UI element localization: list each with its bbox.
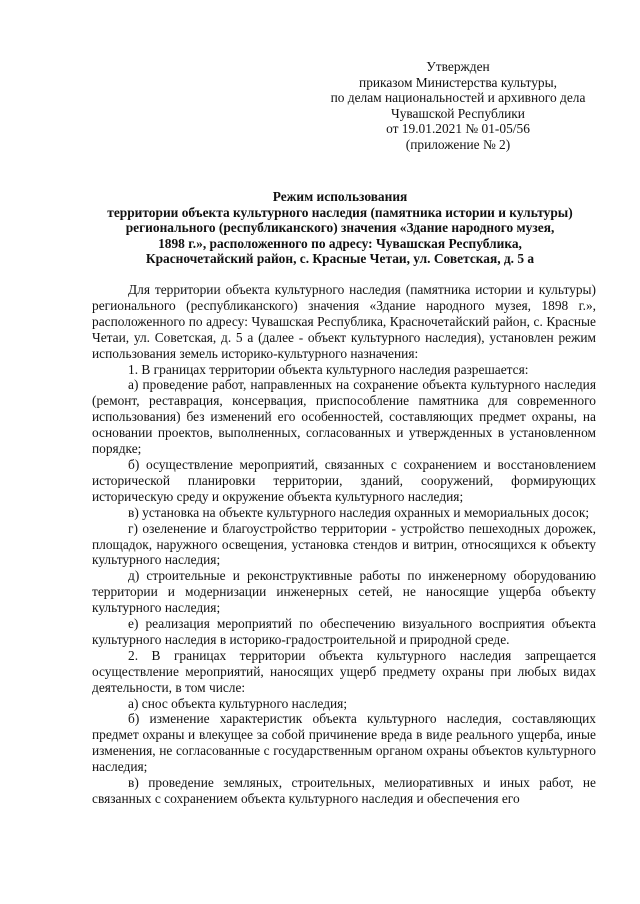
section-2-item-a: а) снос объекта культурного наследия;	[128, 695, 348, 711]
approval-line: приказом Министерства культуры,	[359, 74, 557, 90]
title-line: регионального (республиканского) значения «Здание народного музея,	[125, 220, 555, 236]
section-1-item-g: г) озеленение и благоустройство территории - устройство пешеходных дорожек, площадок, наружного освещения, установка стендов и витрин, относящихся к объекту культурного наследия;	[92, 520, 596, 568]
document-title	[84, 189, 596, 267]
section-1-item-d: д) строительные и реконструктивные работы по инженерному оборудованию территории и модернизации инженерных сетей, не наносящие ущерба объекту культурного наследия;	[92, 568, 596, 616]
title-line: Режим использования	[272, 189, 408, 204]
document-body	[92, 282, 596, 807]
section-2-item-b: б) изменение характеристик объекта культурного наследия, составляющих предмет охраны и влекущее за собой причинение вреда в виде реального ущерба, иные изменения, не согласованные с государственным органом охраны объектов культурного наследия;	[92, 711, 596, 775]
approval-line: от 19.01.2021 № 01-05/56	[386, 121, 530, 137]
intro-paragraph: Для территории объекта культурного наследия (памятника истории и культуры) регионального (республиканского) значения «Здание народного музея, 1898 г.», расположенного по адресу: Чувашская Республика, Красночетайский район, с. Красные Четаи, ул. Советская, д. 5 а (далее - объект культурного наследия), установлен режим использования земель историко-культурного назначения:	[92, 282, 596, 361]
approval-stamp	[320, 59, 596, 153]
title-line: Красночетайский район, с. Красные Четаи, ул. Советская, д. 5 а	[145, 251, 535, 267]
approval-line: Чувашской Республики	[391, 105, 525, 121]
section-1-item-v: в) установка на объекте культурного наследия охранных и мемориальных досок;	[128, 504, 590, 520]
approval-line: Утвержден	[426, 59, 490, 74]
title-line: территории объекта культурного наследия (памятника истории и культуры)	[107, 204, 573, 220]
section-1-item-e: е) реализация мероприятий по обеспечению визуального восприятия объекта культурного наследия в историко-градостроительной и природной среде.	[92, 616, 596, 647]
section-2-heading: 2. В границах территории объекта культурного наследия запрещается осуществление мероприятий, наносящих ущерб предмету охраны при любых видах деятельности, в том числе:	[92, 647, 596, 695]
section-1-heading: 1. В границах территории объекта культурного наследия разрешается:	[128, 361, 529, 377]
approval-line: по делам национальностей и архивного дела	[330, 90, 586, 106]
section-1-item-a: а) проведение работ, направленных на сохранение объекта культурного наследия (ремонт, реставрация, консервация, приспособление памятника для современного использования) без изменений его особенностей, составляющих предмет охраны, на основании проектов, выполненных, согласованных и утвержденных в установленном порядке;	[92, 377, 596, 457]
approval-line: (приложение № 2)	[405, 136, 511, 152]
title-line: 1898 г.», расположенного по адресу: Чувашская Республика,	[158, 235, 522, 251]
section-2-item-v: в) проведение земляных, строительных, мелиоративных и иных работ, не связанных с сохранением объекта культурного наследия и обеспечения его	[92, 775, 596, 806]
section-1-item-b: б) осуществление мероприятий, связанных с сохранением и восстановлением исторической планировки территории, зданий, сооружений, формирующих историческую среду и окружение объекта культурного наследия;	[92, 456, 596, 504]
